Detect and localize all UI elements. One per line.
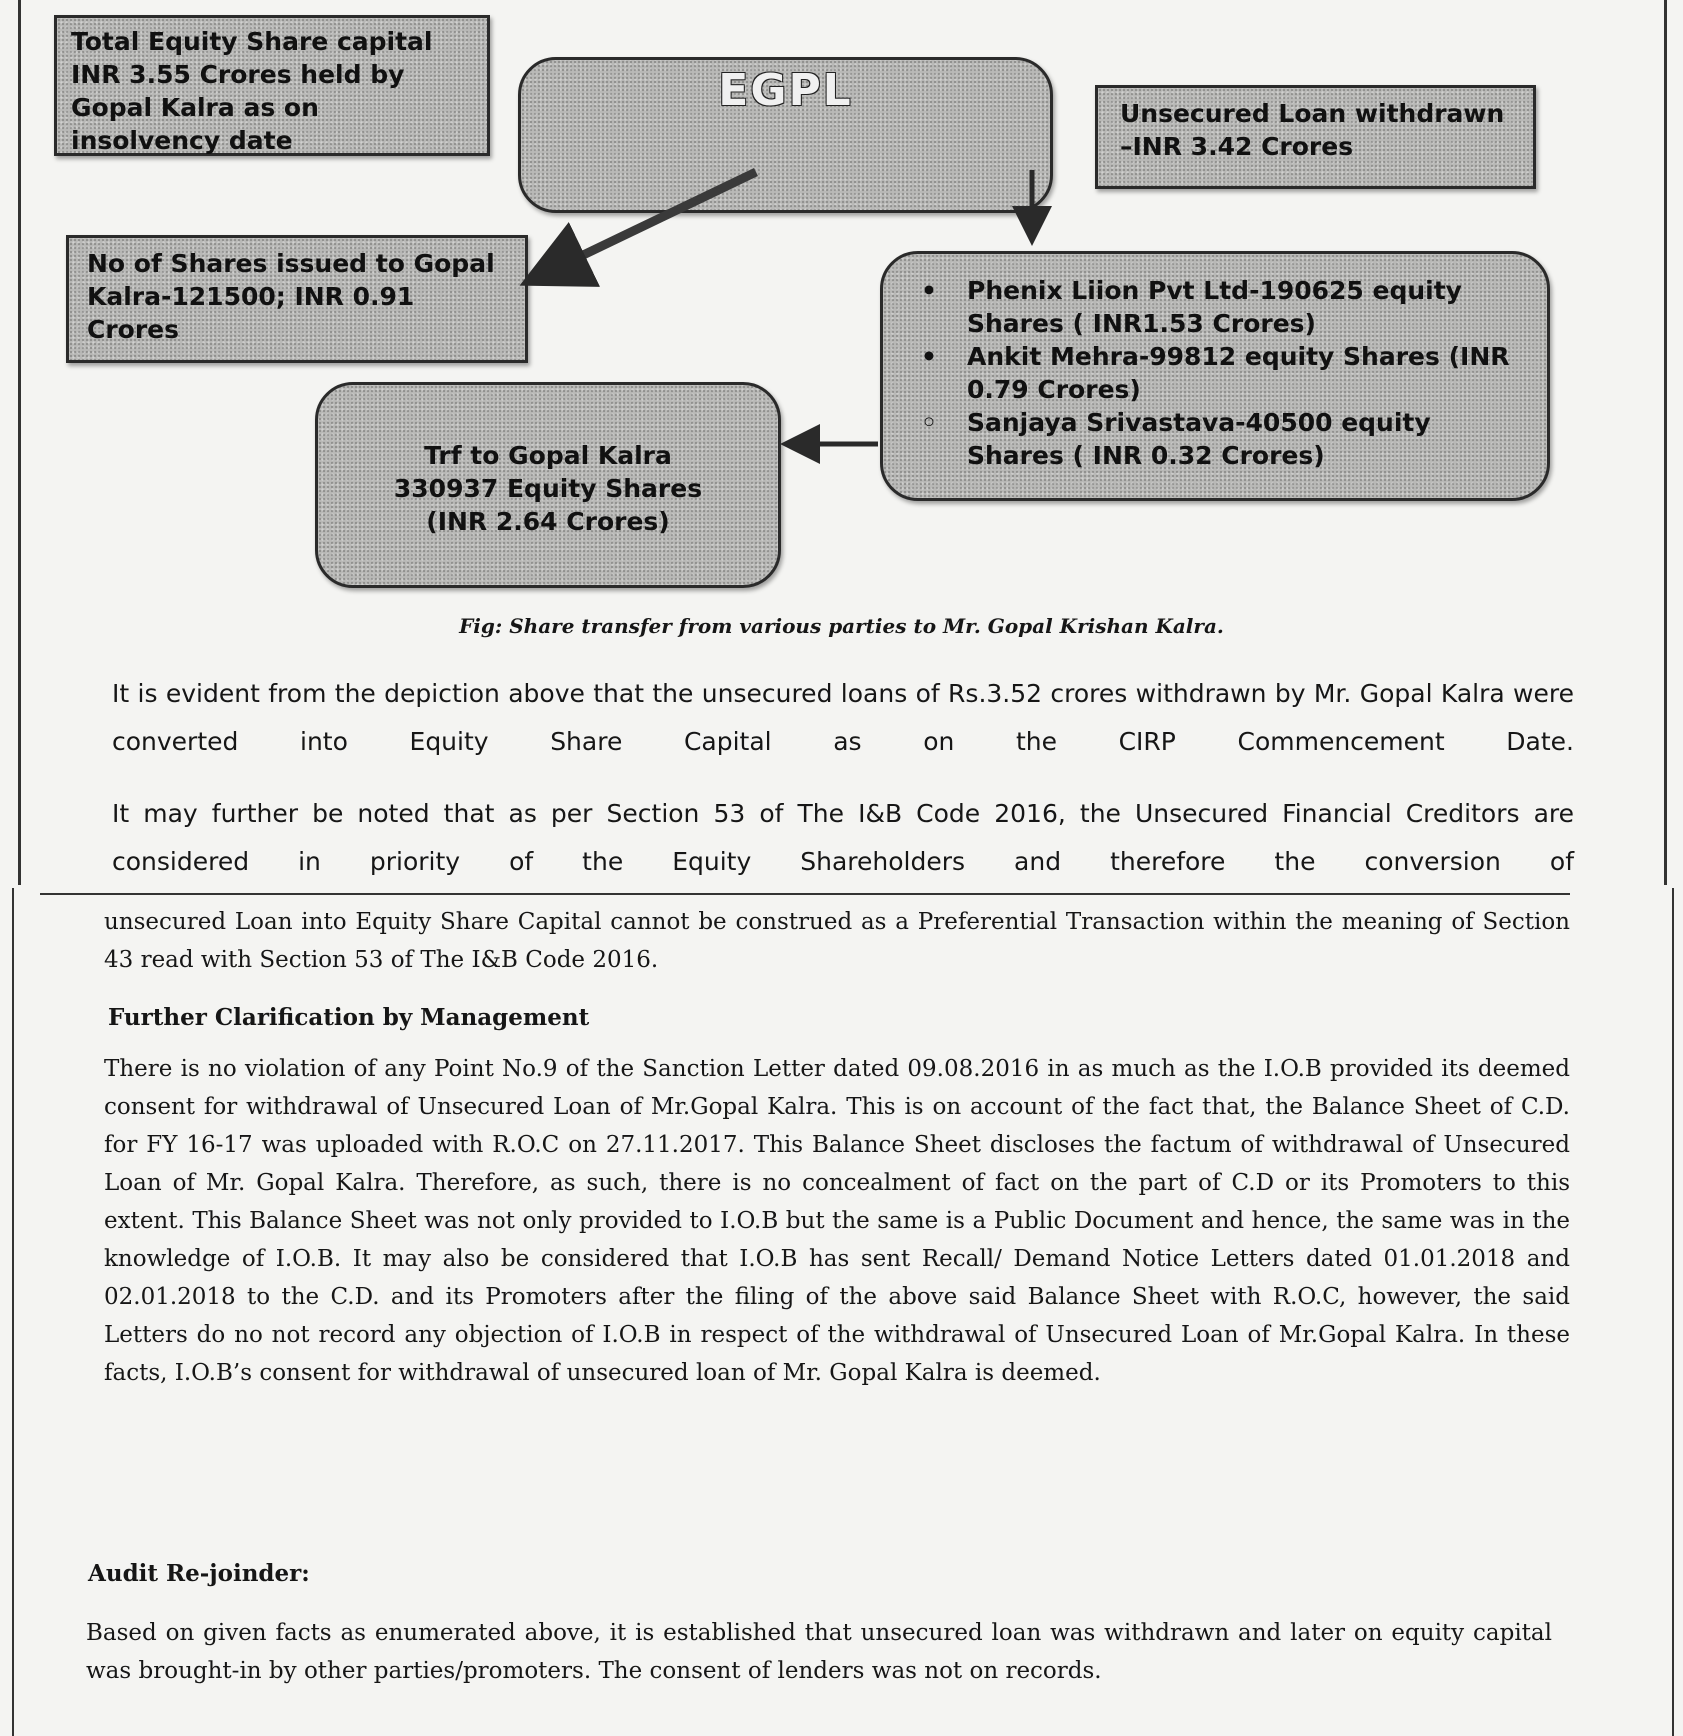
party-item: • Ankit Mehra-99812 equity Shares (INR 0.79 Crores) xyxy=(921,342,1510,404)
bullet-icon: • xyxy=(921,276,937,305)
transfer-line-2: 330937 Equity Shares xyxy=(393,474,703,503)
paragraph-section53: It may further be noted that as per Section 53 of The I&B Code 2016, the Unsecured Financial Creditors are considered in priority of the Equity Shareholders and therefore the conversion of xyxy=(112,799,1574,876)
heading-clarification: Further Clarification by Management xyxy=(108,1004,590,1031)
figure-caption: Fig: Share transfer from various parties to Mr. Gopal Krishan Kalra. xyxy=(459,614,1224,638)
right-edge-line-lower xyxy=(1672,888,1674,1736)
transfer-line-1: Trf to Gopal Kalra xyxy=(424,441,672,470)
scan-seam-line xyxy=(40,893,1570,895)
bullet-icon: ◦ xyxy=(921,408,937,437)
paragraph-clarification: There is no violation of any Point No.9 of the Sanction Letter dated 09.08.2016 in as much as the I.O.B provided its deemed consent for withdrawal of Unsecured Loan of Mr.Gopal Kalra. This is on account of the fact that, the Balance Sheet of C.D. for FY 16-17 was uploaded with R.O.C on 27.11.2017. This Balance Sheet discloses the factum of withdrawal of Unsecured Loan of Mr. Gopal Kalra. Therefore, as such, there is no concealment of fact on the part of C.D or its Promoters to this extent. This Balance Sheet was not only provided to I.O.B but the same is a Public Document and hence, the same was in the knowledge of I.O.B. It may also be considered that I.O.B has sent Recall/ Demand Notice Letters dated 01.01.2018 and 02.01.2018 to the C.D. and its Promoters after the filing of the above said Balance Sheet with R.O.C, however, the said Letters do no not record any objection of I.O.B in respect of the withdrawal of Unsecured Loan of Mr.Gopal Kalra. In these facts, I.O.B’s consent for withdrawal of unsecured loan of Mr. Gopal Kalra is deemed. xyxy=(104,1056,1570,1386)
arrow-egpl-to-shares xyxy=(0,0,1683,620)
unsecured-loan-text: Unsecured Loan withdrawn –INR 3.42 Crores xyxy=(1120,99,1505,161)
party-item: ◦ Sanjaya Srivastava-40500 equity Shares ( INR 0.32 Crores) xyxy=(921,408,1431,470)
party-item: • Phenix Liion Pvt Ltd-190625 equity Shares ( INR1.53 Crores) xyxy=(921,276,1462,338)
paragraph-unsecured-loan: unsecured Loan into Equity Share Capital cannot be construed as a Preferential Transaction within the meaning of Section 43 read with Section 53 of The I&B Code 2016. xyxy=(104,909,1570,973)
paragraph-rejoinder: Based on given facts as enumerated above, it is established that unsecured loan was withdrawn and later on equity capital was brought-in by other parties/promoters. The consent of lenders was not on records. xyxy=(86,1620,1552,1684)
heading-rejoinder: Audit Re-joinder: xyxy=(88,1560,310,1587)
total-equity-text: Total Equity Share capital INR 3.55 Crores held by Gopal Kalra as on insolvency date xyxy=(71,27,433,155)
shares-issued-text: No of Shares issued to Gopal Kalra-121500; INR 0.91 Crores xyxy=(87,249,495,344)
bullet-icon: • xyxy=(921,342,937,371)
left-edge-line-lower xyxy=(12,888,14,1736)
arrow-line xyxy=(552,172,756,270)
paragraph-evident: It is evident from the depiction above that the unsecured loans of Rs.3.52 crores withdrawn by Mr. Gopal Kalra were converted into Equity Share Capital as on the CIRP Commencement Date. xyxy=(112,679,1574,756)
transfer-line-3: (INR 2.64 Crores) xyxy=(426,507,670,536)
egpl-label: EGPL xyxy=(718,65,853,116)
